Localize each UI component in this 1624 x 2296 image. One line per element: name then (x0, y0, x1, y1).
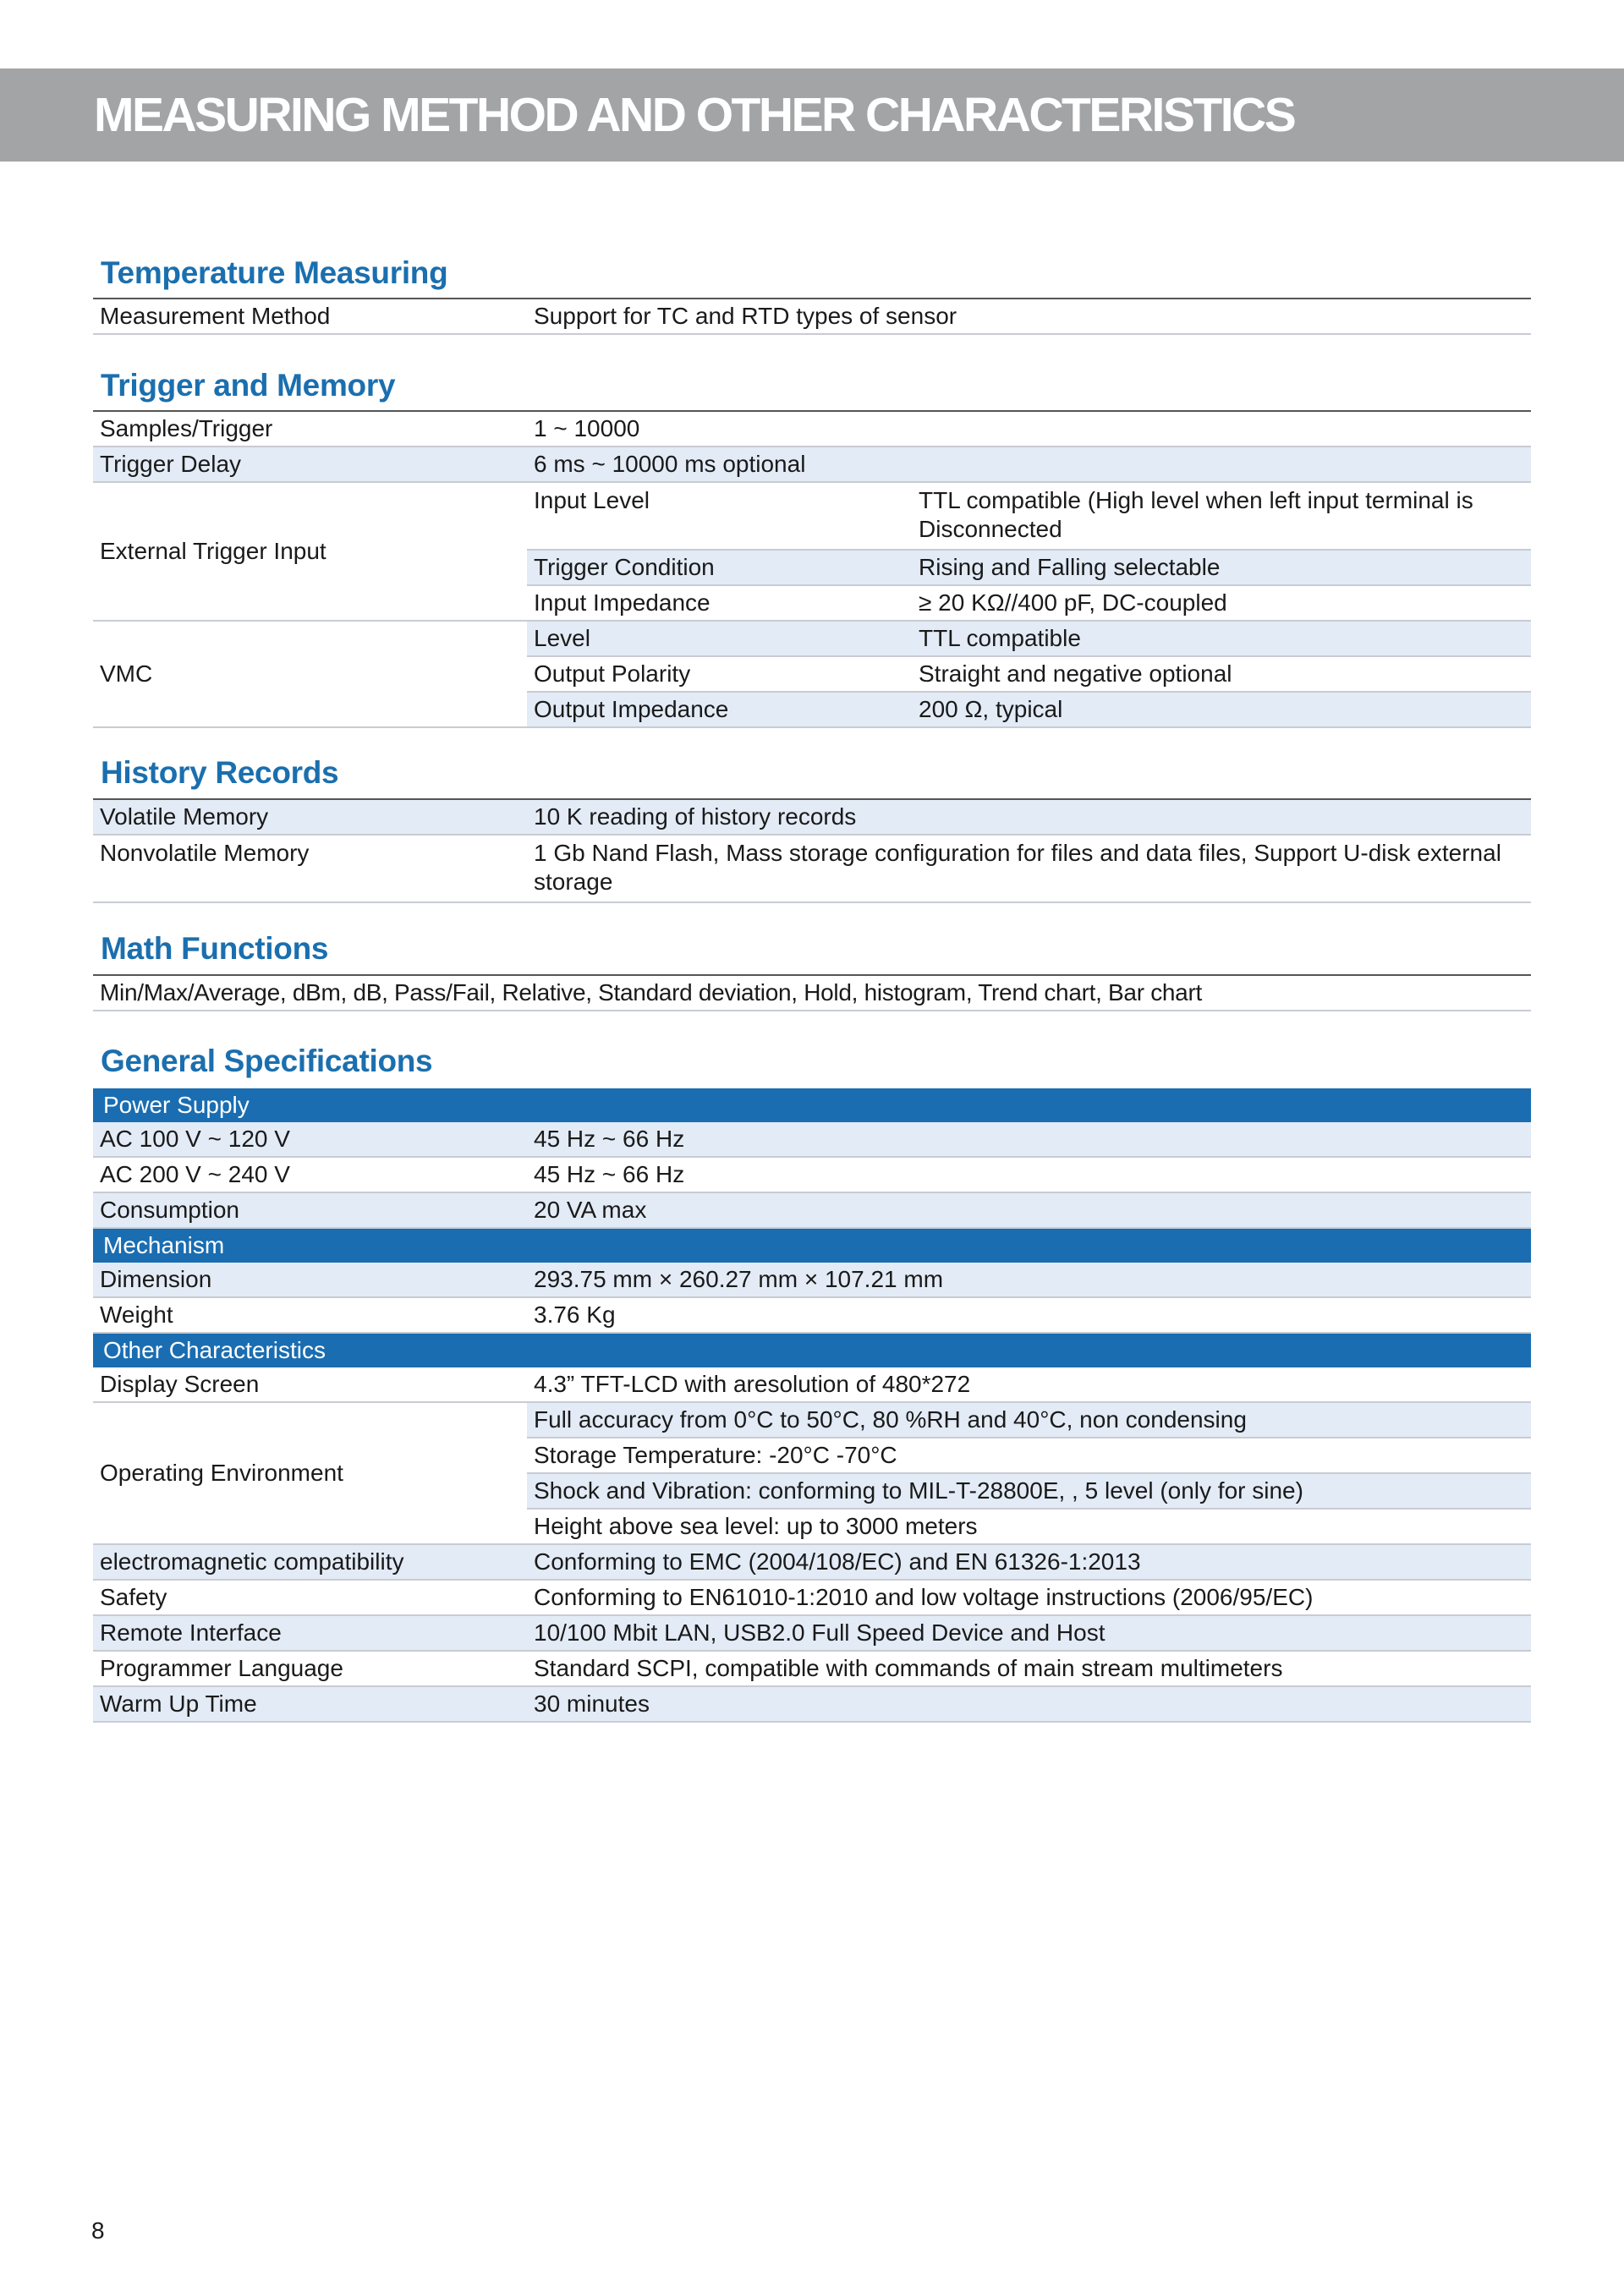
row-label: Consumption (93, 1192, 527, 1228)
row-label: Display Screen (93, 1367, 527, 1402)
row-value: TTL compatible (912, 621, 1531, 656)
row-value: Shock and Vibration: conforming to MIL-T-28800E, , 5 level (only for sine) (527, 1473, 1531, 1509)
row-label-operating-environment: Operating Environment (93, 1402, 527, 1544)
table-row (93, 1122, 1531, 1157)
row-value: 293.75 mm × 260.27 mm × 107.21 mm (527, 1263, 1531, 1297)
table-general (93, 1088, 1531, 1723)
row-value: 1 ~ 10000 (527, 411, 1531, 447)
row-label: Remote Interface (93, 1615, 527, 1651)
row-value: ≥ 20 KΩ//400 pF, DC-coupled (912, 585, 1531, 621)
row-subname: Level (527, 621, 912, 656)
row-label: Programmer Language (93, 1651, 527, 1686)
table-trigger (93, 410, 1531, 728)
section-title-history: History Records (101, 755, 339, 790)
row-value: Straight and negative optional (912, 656, 1531, 692)
table-row (93, 411, 1531, 447)
table-row (93, 975, 1531, 1011)
row-value: 3.76 Kg (527, 1297, 1531, 1333)
table-row (93, 1367, 1531, 1402)
table-row (93, 799, 1531, 835)
row-value: Full accuracy from 0°C to 50°C, 80 %RH and 40°C, non condensing (527, 1402, 1531, 1438)
table-row (93, 1580, 1531, 1615)
table-row (93, 299, 1531, 334)
table-row (93, 1686, 1531, 1722)
row-value: TTL compatible (High level when left input terminal is Disconnected (912, 482, 1531, 550)
table-row (93, 1651, 1531, 1686)
table-math (93, 974, 1531, 1011)
table-row (93, 835, 1531, 902)
table-row (93, 1544, 1531, 1580)
row-value: Conforming to EMC (2004/108/EC) and EN 61326-1:2013 (527, 1544, 1531, 1580)
group-header-power (93, 1088, 1531, 1122)
header-banner (0, 68, 1624, 162)
row-label: Warm Up Time (93, 1686, 527, 1722)
row-value: Conforming to EN61010-1:2010 and low voltage instructions (2006/95/EC) (527, 1580, 1531, 1615)
row-value: Storage Temperature: -20°C -70°C (527, 1438, 1531, 1473)
row-subname: Trigger Condition (527, 550, 912, 585)
row-value: 20 VA max (527, 1192, 1531, 1228)
group-header-mechanism (93, 1228, 1531, 1263)
row-subname: Input Impedance (527, 585, 912, 621)
row-label: Weight (93, 1297, 527, 1333)
row-label: Volatile Memory (93, 799, 527, 835)
row-subname: Output Impedance (527, 692, 912, 727)
table-temperature (93, 298, 1531, 335)
table-row (93, 447, 1531, 482)
row-label: Measurement Method (93, 299, 527, 334)
group-header-other (93, 1333, 1531, 1367)
row-value: 10/100 Mbit LAN, USB2.0 Full Speed Device and Host (527, 1615, 1531, 1651)
row-label-vmc: VMC (93, 621, 527, 727)
row-value: 4.3” TFT-LCD with aresolution of 480*272 (527, 1367, 1531, 1402)
row-label: Dimension (93, 1263, 527, 1297)
row-value: Standard SCPI, compatible with commands of main stream multimeters (527, 1651, 1531, 1686)
row-label: electromagnetic compatibility (93, 1544, 527, 1580)
row-label: AC 200 V ~ 240 V (93, 1157, 527, 1192)
row-label: Samples/Trigger (93, 411, 527, 447)
row-label: Nonvolatile Memory (93, 835, 527, 902)
row-value: 200 Ω, typical (912, 692, 1531, 727)
row-label: Trigger Delay (93, 447, 527, 482)
row-subname: Output Polarity (527, 656, 912, 692)
row-value: 6 ms ~ 10000 ms optional (527, 447, 1531, 482)
row-value: 45 Hz ~ 66 Hz (527, 1157, 1531, 1192)
row-label: Safety (93, 1580, 527, 1615)
group-title: Mechanism (93, 1228, 1531, 1263)
group-title: Power Supply (93, 1088, 1531, 1122)
row-value: 30 minutes (527, 1686, 1531, 1722)
row-value: Rising and Falling selectable (912, 550, 1531, 585)
table-row (93, 1157, 1531, 1192)
table-history (93, 798, 1531, 903)
math-functions-text: Min/Max/Average, dBm, dB, Pass/Fail, Relative, Standard deviation, Hold, histogram, Trend chart, Bar chart (93, 975, 1531, 1011)
row-value: Height above sea level: up to 3000 meters (527, 1509, 1531, 1544)
table-row (93, 1263, 1531, 1297)
section-title-general: General Specifications (101, 1044, 433, 1078)
row-value: 1 Gb Nand Flash, Mass storage configuration for files and data files, Support U-disk external storage (527, 835, 1531, 902)
page-number: 8 (91, 2217, 105, 2244)
row-label: AC 100 V ~ 120 V (93, 1122, 527, 1157)
section-title-temperature: Temperature Measuring (101, 255, 448, 290)
row-label-external-trigger: External Trigger Input (93, 482, 527, 621)
group-title: Other Characteristics (93, 1333, 1531, 1367)
page-title: MEASURING METHOD AND OTHER CHARACTERISTICS (94, 88, 1295, 142)
section-title-math: Math Functions (101, 931, 329, 966)
row-value: 10 K reading of history records (527, 799, 1531, 835)
table-row (93, 1297, 1531, 1333)
section-title-trigger: Trigger and Memory (101, 368, 396, 403)
row-subname: Input Level (527, 482, 912, 550)
table-row (93, 621, 1531, 656)
table-row (93, 1402, 1531, 1438)
table-row (93, 1192, 1531, 1228)
row-value: Support for TC and RTD types of sensor (527, 299, 1531, 334)
table-row (93, 1615, 1531, 1651)
table-row (93, 482, 1531, 550)
row-value: 45 Hz ~ 66 Hz (527, 1122, 1531, 1157)
